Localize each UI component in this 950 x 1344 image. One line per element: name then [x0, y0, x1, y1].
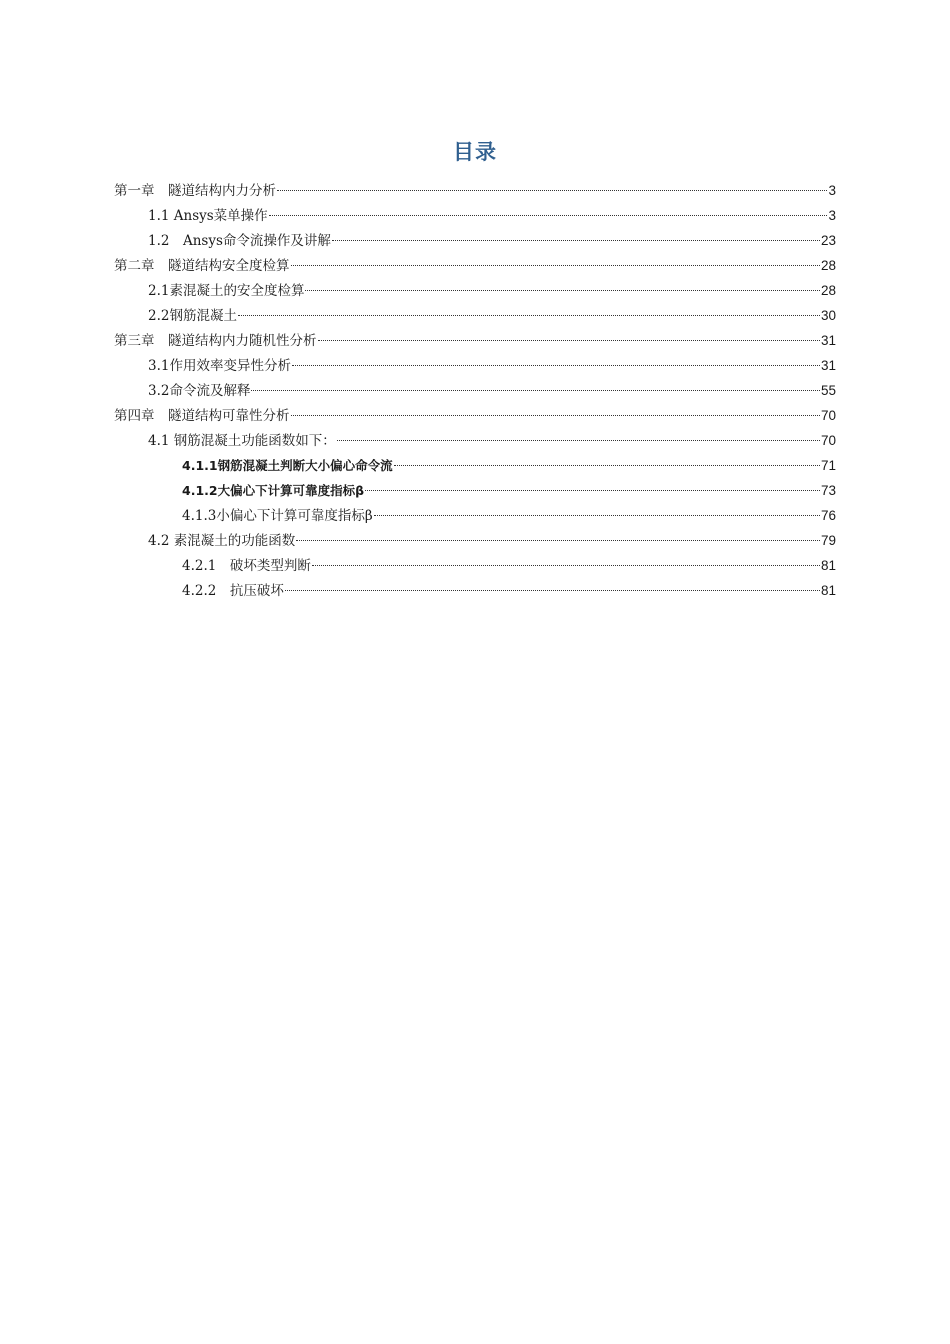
toc-entry-label: 4.2.1 破坏类型判断: [182, 558, 311, 574]
toc-entry[interactable]: [114, 278, 836, 303]
dot-leader: [394, 465, 820, 466]
toc-entry[interactable]: [114, 553, 836, 578]
toc-entry[interactable]: [114, 328, 836, 353]
toc-entry[interactable]: [114, 253, 836, 278]
dot-leader: [365, 490, 820, 491]
toc-entry[interactable]: [114, 303, 836, 328]
toc-entry-page: 70: [820, 433, 836, 448]
toc-entry-label: 1.1 Ansys菜单操作: [148, 208, 268, 224]
toc-entry-label: 1.2 Ansys命令流操作及讲解: [148, 233, 331, 249]
dot-leader: [238, 315, 820, 316]
toc-entry[interactable]: [114, 353, 836, 378]
toc-entry-label: 4.1.2大偏心下计算可靠度指标β: [182, 483, 365, 498]
dot-leader: [269, 215, 828, 216]
toc-entry-page: 3: [828, 208, 836, 223]
toc-entry-page: 70: [820, 408, 836, 423]
toc-entry-page: 81: [820, 558, 836, 573]
toc-entry-label: 3.1作用效率变异性分析: [148, 358, 291, 374]
toc-entry-label: 4.1 钢筋混凝土功能函数如下：: [148, 433, 336, 449]
dot-leader: [285, 590, 820, 591]
dot-leader: [292, 365, 820, 366]
toc-title: 目录: [453, 140, 497, 164]
toc-entry-label: 4.2.2 抗压破坏: [182, 583, 284, 599]
toc-entry-page: 71: [820, 458, 836, 473]
toc-entry[interactable]: [114, 503, 836, 528]
dot-leader: [318, 340, 820, 341]
toc-entry-label: 第四章 隧道结构可靠性分析: [114, 408, 290, 424]
toc-entry[interactable]: [114, 528, 836, 553]
dot-leader: [374, 515, 820, 516]
toc-entry-page: 55: [820, 383, 836, 398]
toc-entry[interactable]: [114, 453, 836, 478]
toc-entry-page: 3: [828, 183, 836, 198]
toc-entry-page: 73: [820, 483, 836, 498]
toc-entry-label: 2.1素混凝土的安全度检算: [148, 283, 305, 299]
dot-leader: [291, 415, 820, 416]
dot-leader: [296, 540, 820, 541]
toc-entry-page: 76: [820, 508, 836, 523]
toc-entry[interactable]: [114, 578, 836, 603]
toc-entry-page: 30: [820, 308, 836, 323]
toc-entry-page: 23: [820, 233, 836, 248]
toc-entry-label: 第二章 隧道结构安全度检算: [114, 258, 290, 274]
toc-entry-label: 4.2 素混凝土的功能函数: [148, 533, 296, 549]
toc-entry-page: 79: [820, 533, 836, 548]
toc-entry-page: 81: [820, 583, 836, 598]
toc-entry[interactable]: [114, 428, 836, 453]
dot-leader: [305, 290, 819, 291]
dot-leader: [337, 440, 820, 441]
toc-entry-label: 第一章 隧道结构内力分析: [114, 183, 276, 199]
toc-entry-label: 第三章 隧道结构内力随机性分析: [114, 333, 317, 349]
toc-entry-label: 2.2钢筋混凝土: [148, 308, 237, 324]
toc-entry[interactable]: [114, 478, 836, 503]
toc-entry-label: 4.1.3小偏心下计算可靠度指标β: [182, 508, 373, 524]
toc-entry-page: 28: [820, 283, 836, 298]
toc-entry-page: 28: [820, 258, 836, 273]
dot-leader: [291, 265, 820, 266]
toc-entry-page: 31: [820, 358, 836, 373]
dot-leader: [312, 565, 820, 566]
dot-leader: [251, 390, 819, 391]
table-of-contents: [114, 178, 836, 603]
toc-entry-label: 4.1.1钢筋混凝土判断大小偏心命令流: [182, 458, 393, 473]
toc-entry-page: 31: [820, 333, 836, 348]
toc-entry-label: 3.2命令流及解释: [148, 383, 251, 399]
toc-entry[interactable]: [114, 203, 836, 228]
dot-leader: [277, 190, 827, 191]
toc-entry[interactable]: [114, 228, 836, 253]
toc-entry[interactable]: [114, 403, 836, 428]
toc-entry[interactable]: [114, 178, 836, 203]
dot-leader: [332, 240, 820, 241]
toc-entry[interactable]: [114, 378, 836, 403]
